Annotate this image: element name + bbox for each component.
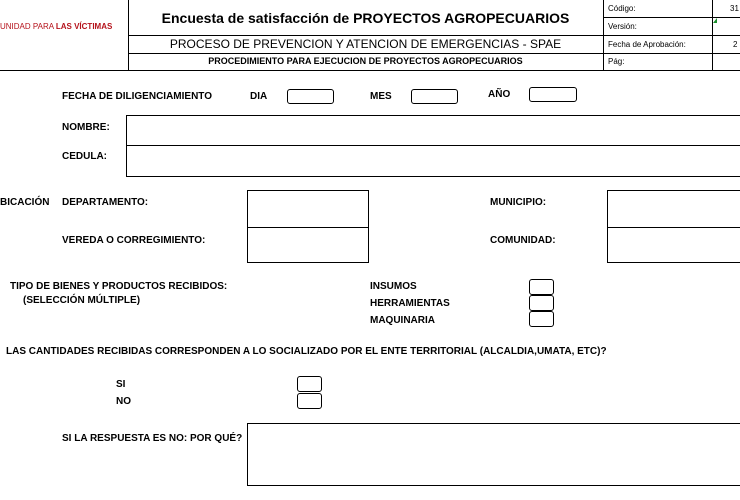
cell-marker-icon xyxy=(713,18,717,23)
tipo-bienes-label: TIPO DE BIENES Y PRODUCTOS RECIBIDOS: xyxy=(10,281,228,292)
cedula-field[interactable] xyxy=(126,145,740,177)
fecha-aprobacion-label: Fecha de Aprobación: xyxy=(608,40,686,49)
si-checkbox[interactable] xyxy=(297,376,322,392)
vereda-label: VEREDA O CORREGIMIENTO: xyxy=(62,235,206,246)
mes-field[interactable] xyxy=(411,89,458,104)
header-divider xyxy=(128,53,740,54)
header-divider xyxy=(603,17,740,18)
fecha-diligenciamiento-label: FECHA DE DILIGENCIAMIENTO xyxy=(62,91,213,102)
departamento-label: DEPARTAMENTO: xyxy=(62,197,149,208)
fecha-aprobacion-value: 2 xyxy=(733,40,738,49)
no-label: NO xyxy=(116,396,131,407)
municipio-field[interactable] xyxy=(607,190,740,228)
dia-field[interactable] xyxy=(287,89,334,104)
cantidades-question: LAS CANTIDADES RECIBIDAS CORRESPONDEN A LO SOCIALIZADO POR EL ENTE TERRITORIAL (ALCALDIA,UMATA, ETC)? xyxy=(6,346,607,357)
option-herramientas-label: HERRAMIENTAS xyxy=(370,298,450,309)
document-title: Encuesta de satisfacción de PROYECTOS AGROPECUARIOS xyxy=(161,10,570,26)
anio-field[interactable] xyxy=(529,87,577,102)
codigo-label: Código: xyxy=(608,4,636,13)
vereda-field[interactable] xyxy=(247,227,369,263)
option-maquinaria-label: MAQUINARIA xyxy=(370,315,435,326)
nombre-label: NOMBRE: xyxy=(62,122,110,133)
option-maquinaria-checkbox[interactable] xyxy=(529,311,554,327)
comunidad-label: COMUNIDAD: xyxy=(490,235,556,246)
logo xyxy=(0,22,112,31)
porque-label: SI LA RESPUESTA ES NO: POR QUÉ? xyxy=(62,433,243,444)
dia-label: DIA xyxy=(250,91,268,102)
codigo-value: 31 xyxy=(730,4,739,13)
logo-prefix: UNIDAD PARA xyxy=(0,22,56,31)
ubicacion-label: BICACIÓN xyxy=(0,197,50,208)
si-label: SI xyxy=(116,379,126,390)
municipio-label: MUNICIPIO: xyxy=(490,197,547,208)
version-label: Versión: xyxy=(608,22,637,31)
option-insumos-label: INSUMOS xyxy=(370,281,417,292)
logo-strong: LAS VÍCTIMAS xyxy=(55,22,113,31)
no-checkbox[interactable] xyxy=(297,393,322,409)
comunidad-field[interactable] xyxy=(607,227,740,263)
process-title: PROCESO DE PREVENCION Y ATENCION DE EMERGENCIAS - SPAE xyxy=(169,37,562,51)
pag-label: Pág: xyxy=(608,57,625,66)
porque-field[interactable] xyxy=(247,423,740,486)
departamento-field[interactable] xyxy=(247,190,369,228)
option-herramientas-checkbox[interactable] xyxy=(529,295,554,311)
option-insumos-checkbox[interactable] xyxy=(529,279,554,295)
header-divider xyxy=(0,70,740,71)
header-divider xyxy=(128,35,740,36)
anio-label: AÑO xyxy=(488,89,511,100)
mes-label: MES xyxy=(370,91,392,102)
seleccion-multiple-label: (SELECCIÓN MÚLTIPLE) xyxy=(23,295,141,306)
cedula-label: CEDULA: xyxy=(62,151,107,162)
nombre-field[interactable] xyxy=(126,115,740,146)
procedure-title: PROCEDIMIENTO PARA EJECUCION DE PROYECTOS AGROPECUARIOS xyxy=(208,56,523,66)
